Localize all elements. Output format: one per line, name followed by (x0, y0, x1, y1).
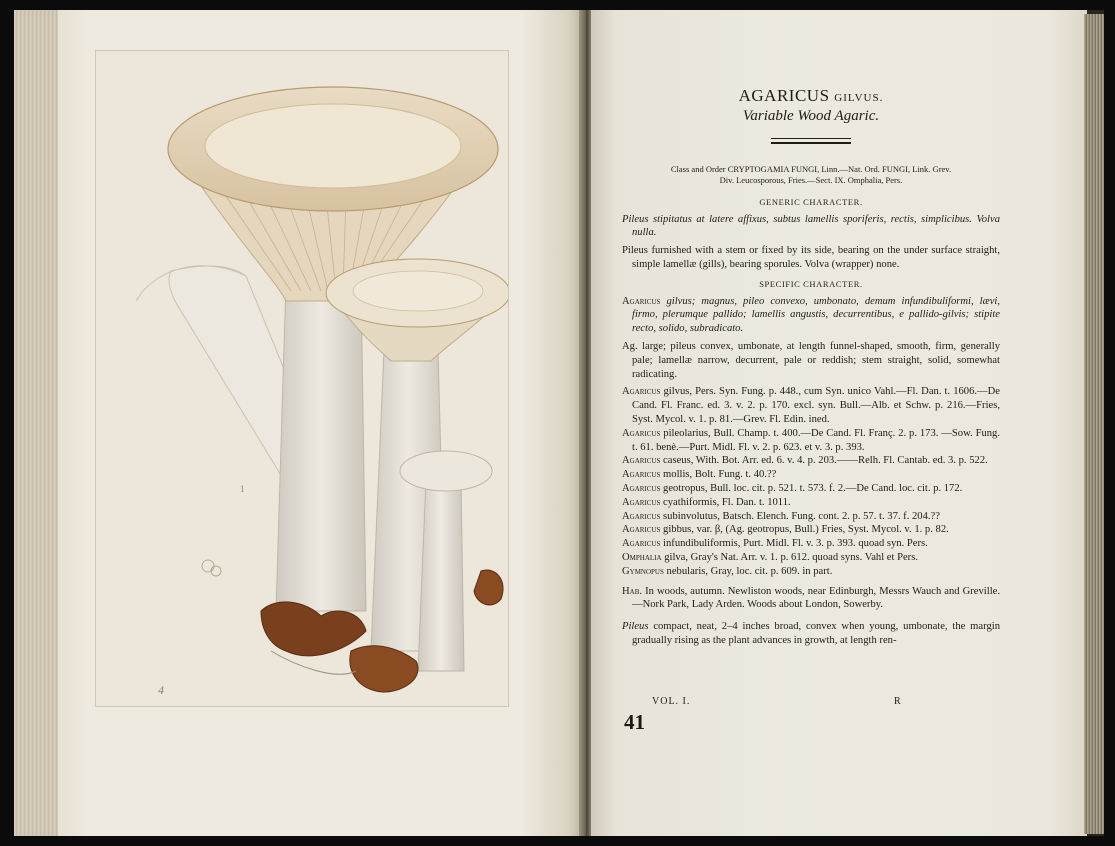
generic-english: Pileus furnished with a stem or fixed by its side, bearing on the under surface straight, simple lamellæ (gills), bearing sporules. Volva (wrapper) none. (622, 245, 1000, 270)
description-text: compact, neat, 2–4 inches broad, convex when young, umbonate, the margin gradually rising as the plant advances in growth, at length ren- (632, 621, 1000, 646)
volume-marker: VOL. I. (652, 696, 691, 707)
synonym-text: subinvolutus, Batsch. Elench. Fung. cont. 2. p. 57. t. 37. f. 204.?? (663, 510, 940, 522)
synonym-text: nebularis, Gray, loc. cit. p. 609. in part. (666, 565, 833, 577)
synonym-genus: Agaricus (622, 524, 661, 536)
classification-line-1: Class and Order CRYPTOGAMIA FUNGI, Linn.—Nat. Ord. FUNGI, Link. Grev. (670, 163, 952, 174)
synonym-entry (622, 510, 1000, 524)
synonym-entry (622, 482, 1000, 496)
species-title (622, 86, 1000, 108)
synonym-entry (622, 427, 1000, 455)
synonym-genus: Agaricus (622, 469, 661, 481)
specific-latin-genus: Agaricus (622, 295, 661, 307)
synonym-genus: Agaricus (622, 386, 661, 398)
specific-heading: SPECIFIC CHARACTER. (759, 278, 863, 289)
right-page-edges (1084, 14, 1104, 834)
synonym-text: mollis, Bolt. Fung. t. 40.?? (663, 469, 777, 481)
generic-latin: Pileus stipitatus at latere affixus, subtus lamellis sporiferis, rectis, simplicibus. Volva nulla. (622, 213, 1000, 239)
synonym-text: gibbus, var. β, (Ag. geotropus, Bull.) Fries, Syst. Mycol. v. 1. p. 82. (663, 524, 949, 536)
synonym-genus: Agaricus (622, 482, 661, 494)
synonym-genus: Agaricus (622, 496, 661, 508)
synonym-genus: Omphalia (622, 551, 662, 563)
description (622, 620, 1000, 648)
classification-line-2: Div. Leucosporous, Fries.—Sect. IX. Omphalia, Pers. (719, 174, 903, 185)
synonym-list (622, 385, 1000, 578)
synonym-entry (622, 523, 1000, 537)
synonym-text: cyathiformis, Fl. Dan. t. 1011. (663, 496, 791, 508)
genus-name: AGARICUS (738, 86, 830, 105)
synonym-entry (622, 385, 1000, 426)
specific-english: Ag. large; pileus convex, umbonate, at length funnel-shaped, smooth, firm, generally pale; lamellæ narrow, decurrent, pale or reddish; stem straight, solid, somewhat radicating. (622, 340, 1000, 380)
page-number: 41 (624, 710, 645, 734)
specific-latin-text: gilvus; magnus, pileo convexo, umbonato, demum infundibuliformi, lævi, firmo, plerumque pallido; lamellis angustis, decurrentibus, e pallido-gilvis; stipite recto, solido, subradicato. (632, 295, 1000, 335)
specific-latin (622, 295, 1000, 336)
synonym-entry (622, 551, 1000, 565)
synonym-text: gilva, Gray's Nat. Arr. v. 1. p. 612. quoad syns. Vahl et Pers. (664, 551, 918, 563)
signature-mark: R (894, 696, 901, 707)
generic-heading: GENERIC CHARACTER. (759, 196, 863, 207)
common-name: Variable Wood Agaric. (742, 108, 880, 124)
habitat-label: Hab. (622, 585, 643, 597)
synonym-entry (622, 496, 1000, 510)
synonym-entry (622, 537, 1000, 551)
rule-line-1 (771, 138, 851, 140)
synonym-text: pileolarius, Bull. Champ. t. 400.—De Cand. Fl. Franç. 2. p. 173. —Sow. Fung. t. 61. benè.—Purt. Midl. Fl. v. 2. p. 623. et v. 3. p. 393. (632, 427, 1000, 453)
synonym-genus: Agaricus (622, 510, 661, 522)
left-page-edges (14, 10, 64, 836)
plate-number: 4 (158, 683, 164, 697)
title-rule (771, 138, 851, 144)
synonym-genus: Gymnopus (622, 565, 664, 577)
rule-line-2 (771, 142, 851, 144)
synonym-text: gilvus, Pers. Syn. Fung. p. 448., cum Syn. unico Vahl.—Fl. Dan. t. 1606.—De Cand. Fl. Franc. ed. 3. v. 2. p. 170. excl. syn. Bull.—Alb. et Schw. p. 216.—Fries, Syst. Mycol. v. 1. p. 81.—Grev. Fl. Edin. ined. (632, 386, 1000, 425)
mushroom-illustration (96, 51, 508, 706)
synonym-genus: Agaricus (622, 427, 661, 439)
page-text (622, 86, 1000, 652)
synonym-entry (622, 565, 1000, 579)
description-label: Pileus (622, 621, 649, 633)
species-name: GILVUS. (834, 92, 884, 104)
synonym-text: infundibuliformis, Purt. Midl. Fl. v. 3. p. 393. quoad syn. Pers. (663, 538, 928, 550)
synonym-text: caseus, With. Bot. Arr. ed. 6. v. 4. p. 203.——Relh. Fl. Cantab. ed. 3. p. 522. (663, 455, 988, 467)
synonym-entry (622, 468, 1000, 482)
synonym-genus: Agaricus (622, 538, 661, 550)
habitat (622, 585, 1000, 613)
habitat-text: In woods, autumn. Newliston woods, near Edinburgh, Messrs Wauch and Greville.—Nork Park, Lady Arden. Woods about London, Sowerby. (632, 585, 1000, 611)
botanical-plate (95, 50, 509, 707)
synonym-entry (622, 454, 1000, 468)
synonym-text: geotropus, Bull. loc. cit. p. 521. t. 573. f. 2.—De Cand. loc. cit. p. 172. (663, 482, 963, 494)
synonym-genus: Agaricus (622, 455, 661, 467)
classification (622, 164, 1000, 186)
plate-reference: 1 (240, 484, 245, 494)
